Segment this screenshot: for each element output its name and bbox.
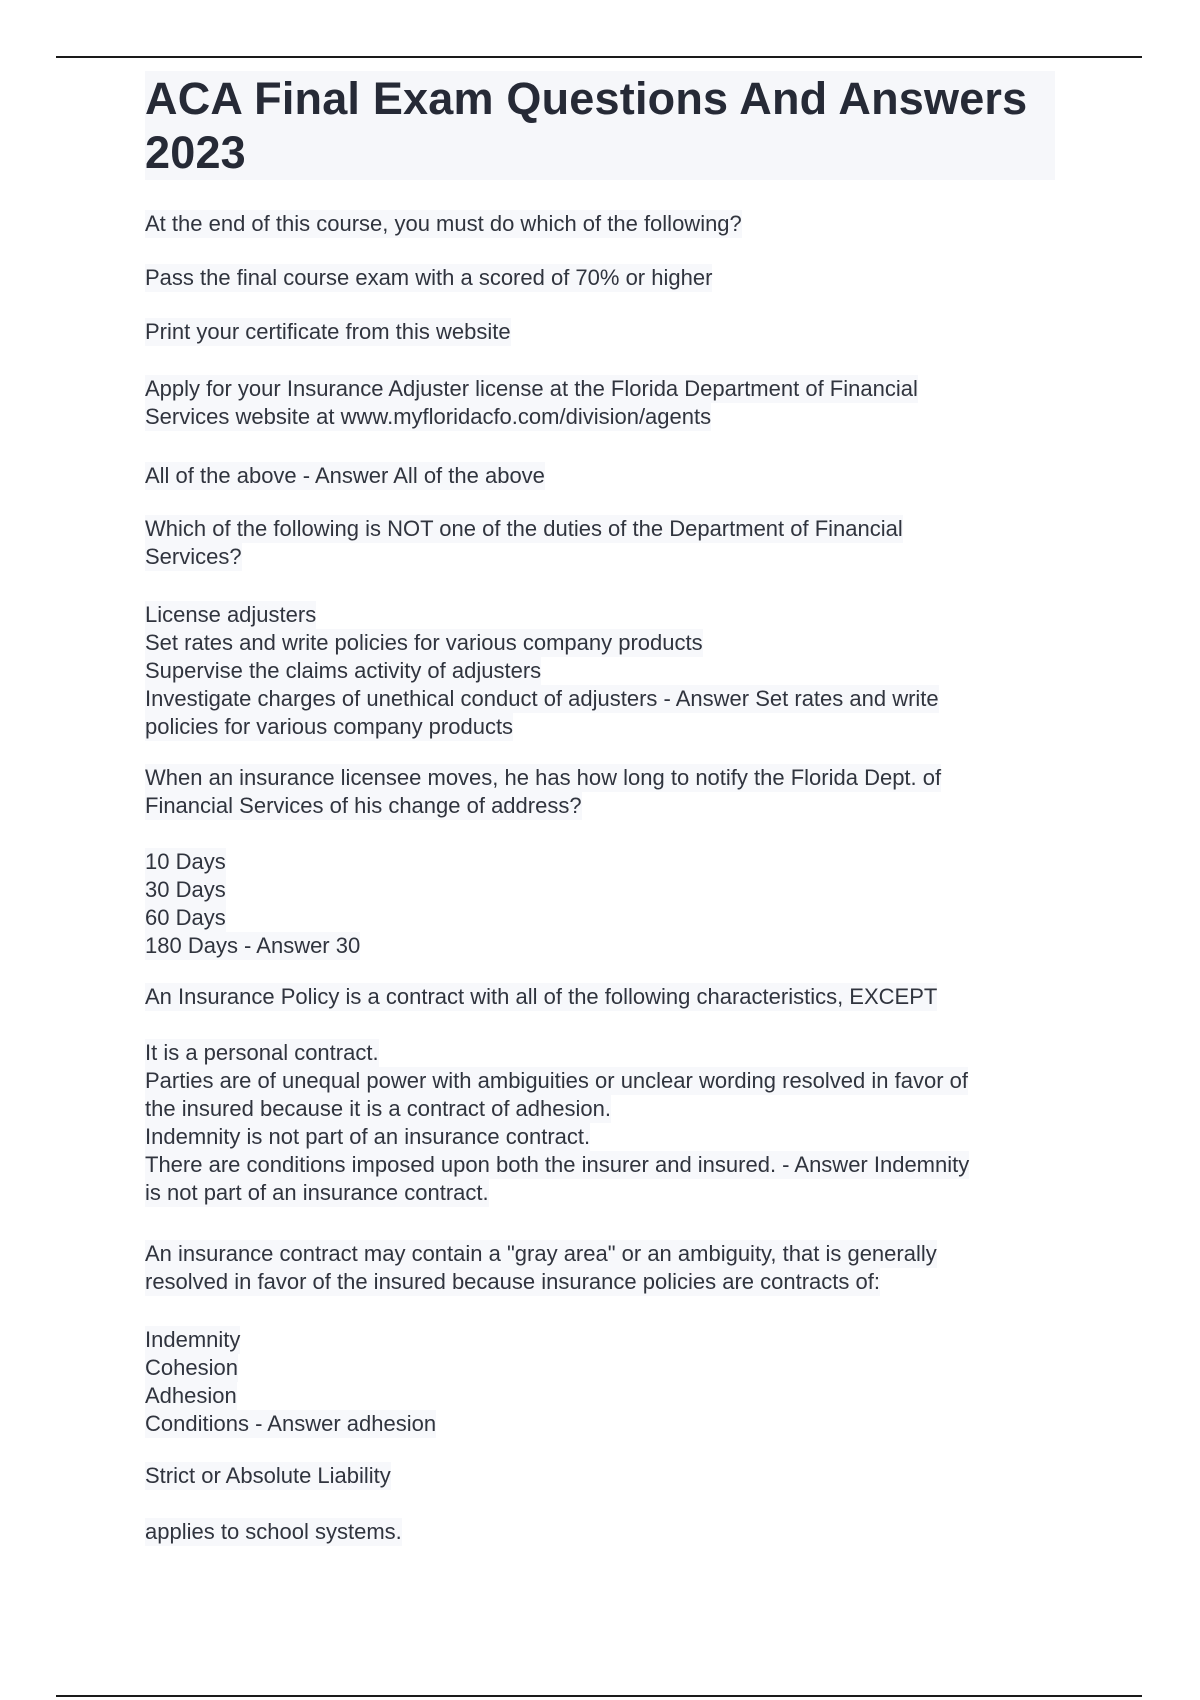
text-line: Services?: [145, 544, 242, 569]
paragraph: [145, 1240, 937, 1296]
paragraph: [145, 375, 918, 431]
text-line: Parties are of unequal power with ambiguities or unclear wording resolved in favor of: [145, 1068, 968, 1093]
text-line: resolved in favor of the insured because insurance policies are contracts of:: [145, 1269, 880, 1294]
bottom-rule: [56, 1695, 1142, 1697]
text-line: policies for various company products: [145, 714, 514, 739]
text-line: 180 Days - Answer 30: [145, 933, 361, 958]
line-row: [145, 876, 360, 904]
text-line: Conditions - Answer adhesion: [145, 1411, 437, 1436]
text-line: Indemnity is not part of an insurance contract.: [145, 1124, 591, 1149]
line-row: [145, 685, 939, 713]
line-row: [145, 1410, 436, 1438]
paragraph: [145, 1326, 436, 1438]
line-row: [145, 264, 712, 292]
text-line: There are conditions imposed upon both the insurer and insured. - Answer Indemnity: [145, 1152, 970, 1177]
paragraph: [145, 264, 712, 292]
line-row: [145, 1268, 937, 1296]
text-line: 10 Days: [145, 849, 226, 874]
line-row: [145, 932, 360, 960]
line-row: [145, 713, 939, 741]
text-line: An Insurance Policy is a contract with all of the following characteristics, EXCEPT: [145, 984, 938, 1009]
text-line: Financial Services of his change of address?: [145, 793, 582, 818]
line-row: [145, 792, 941, 820]
line-row: [145, 403, 918, 431]
line-row: [145, 1240, 937, 1268]
text-line: Investigate charges of unethical conduct of adjusters - Answer Set rates and write: [145, 686, 939, 711]
text-line: Strict or Absolute Liability: [145, 1463, 391, 1488]
line-row: [145, 983, 937, 1011]
line-row: [145, 543, 903, 571]
paragraph: [145, 1039, 969, 1207]
paragraph: [145, 210, 742, 238]
line-row: [145, 629, 939, 657]
text-line: applies to school systems.: [145, 1519, 402, 1544]
line-row: [145, 1382, 436, 1410]
title-block: [145, 71, 1055, 180]
text-line: Cohesion: [145, 1355, 238, 1380]
line-row: [145, 848, 360, 876]
line-row: [145, 1179, 969, 1207]
paragraph: [145, 848, 360, 960]
text-line: Pass the final course exam with a scored of 70% or higher: [145, 265, 713, 290]
text-line: Set rates and write policies for various company products: [145, 630, 703, 655]
text-line: the insured because it is a contract of adhesion.: [145, 1096, 611, 1121]
paragraph: [145, 1462, 391, 1490]
line-row: [145, 318, 511, 346]
line-row: [145, 1518, 402, 1546]
line-row: [145, 375, 918, 403]
text-line: 30 Days: [145, 877, 226, 902]
line-row: [145, 657, 939, 685]
paragraph: [145, 515, 903, 571]
line-row: [145, 1123, 969, 1151]
paragraph: [145, 318, 511, 346]
line-row: [145, 1151, 969, 1179]
text-line: All of the above - Answer All of the above: [145, 463, 545, 488]
top-rule: [56, 56, 1142, 58]
line-row: [145, 764, 941, 792]
text-line: is not part of an insurance contract.: [145, 1180, 489, 1205]
text-line: Indemnity: [145, 1327, 241, 1352]
text-line: At the end of this course, you must do which of the following?: [145, 211, 742, 236]
text-line: Which of the following is NOT one of the duties of the Department of Financial: [145, 516, 903, 541]
paragraph: [145, 462, 545, 490]
paragraph: [145, 983, 937, 1011]
text-line: Apply for your Insurance Adjuster license at the Florida Department of Financial: [145, 376, 918, 401]
line-row: [145, 1326, 436, 1354]
document-title: ACA Final Exam Questions And Answers 2023: [145, 73, 1028, 178]
line-row: [145, 904, 360, 932]
line-row: [145, 462, 545, 490]
line-row: [145, 1039, 969, 1067]
line-row: [145, 1462, 391, 1490]
line-row: [145, 601, 939, 629]
text-line: Services website at www.myfloridacfo.com/division/agents: [145, 404, 712, 429]
text-line: Adhesion: [145, 1383, 237, 1408]
paragraph: [145, 1518, 402, 1546]
line-row: [145, 1067, 969, 1095]
paragraph: [145, 764, 941, 820]
line-row: [145, 1354, 436, 1382]
text-line: It is a personal contract.: [145, 1040, 379, 1065]
text-line: Print your certificate from this website: [145, 319, 511, 344]
paragraph: [145, 601, 939, 741]
line-row: [145, 515, 903, 543]
text-line: Supervise the claims activity of adjusters: [145, 658, 542, 683]
text-line: When an insurance licensee moves, he has how long to notify the Florida Dept. of: [145, 765, 942, 790]
line-row: [145, 1095, 969, 1123]
text-line: 60 Days: [145, 905, 226, 930]
text-line: License adjusters: [145, 602, 317, 627]
document-body: [145, 71, 1055, 1544]
text-line: An insurance contract may contain a "gray area" or an ambiguity, that is generally: [145, 1241, 937, 1266]
line-row: [145, 210, 742, 238]
